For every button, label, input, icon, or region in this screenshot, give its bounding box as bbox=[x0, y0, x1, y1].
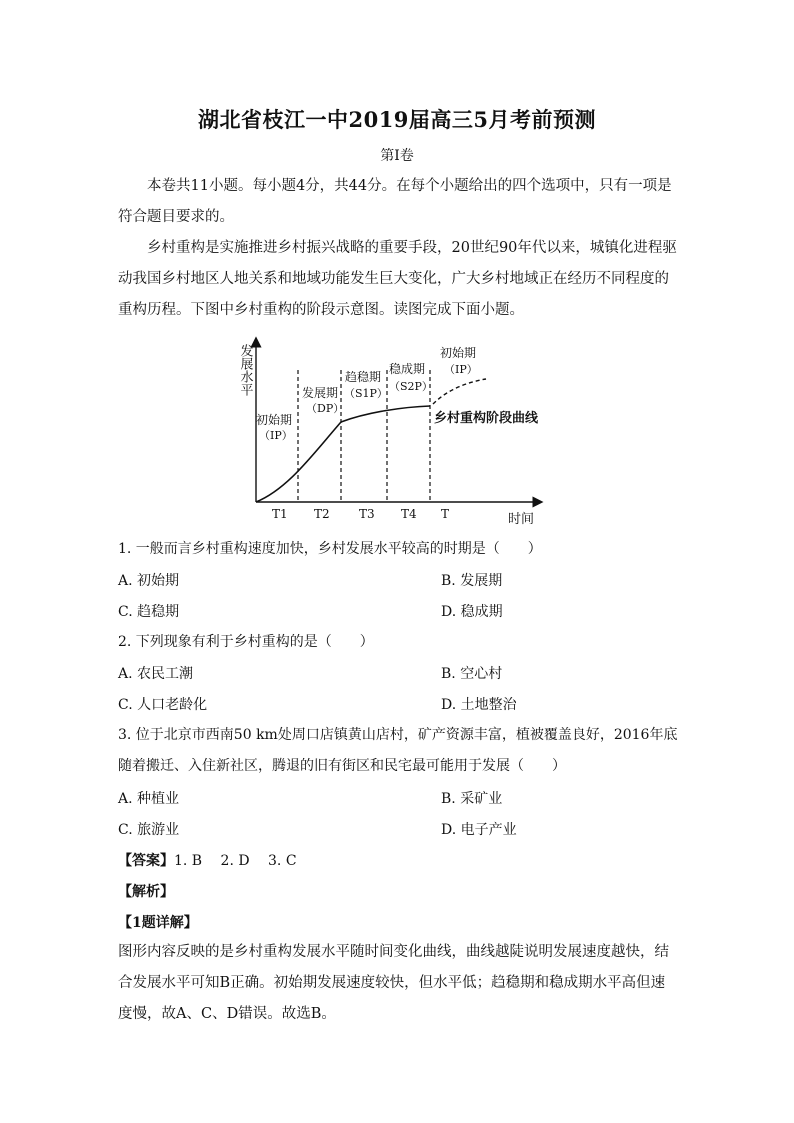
stage-1-code: （IP） bbox=[259, 429, 293, 442]
stage-5-code: （IP） bbox=[444, 363, 478, 376]
q2-option-c[interactable]: C. 人口老龄化 bbox=[118, 697, 208, 713]
stage-4-code: （S2P） bbox=[389, 380, 433, 393]
stage-3-name: 趋稳期 bbox=[345, 370, 382, 384]
x-tick-5: T bbox=[441, 507, 450, 521]
y-axis-label: 发展水平 bbox=[237, 344, 253, 396]
q1-option-d[interactable]: D. 稳成期 bbox=[441, 604, 503, 620]
rural-restructuring-chart bbox=[228, 334, 558, 529]
q1-option-a[interactable]: A. 初始期 bbox=[118, 573, 180, 589]
question-3-stem: 3. 位于北京市西南50 km处周口店镇黄山店村，矿产资源丰富，植被覆盖良好，2016年底随着搬迁、入住新社区，腾退的旧有街区和民宅最可能用于发展（ ） bbox=[118, 727, 678, 774]
stage-3-code: （S1P） bbox=[344, 387, 388, 400]
stage-5-name: 初始期 bbox=[440, 346, 477, 360]
x-tick-4: T4 bbox=[401, 507, 417, 521]
q2-option-b[interactable]: B. 空心村 bbox=[441, 666, 503, 682]
next-stage-curve bbox=[433, 379, 486, 404]
answer-text: 1. B 2. D 3. C bbox=[174, 853, 297, 869]
answer-label: 【答案】 bbox=[118, 853, 174, 869]
intro-paragraph: 本卷共11小题。每小题4分，共44分。在每个小题给出的四个选项中，只有一项是符合题目要求的。 bbox=[118, 178, 672, 225]
curve-label: 乡村重构阶段曲线 bbox=[434, 411, 539, 426]
q2-option-a[interactable]: A. 农民工潮 bbox=[118, 666, 194, 682]
q3-option-d[interactable]: D. 电子产业 bbox=[441, 822, 517, 838]
x-tick-1: T1 bbox=[272, 507, 288, 521]
section-title: 第Ⅰ卷 bbox=[380, 148, 414, 164]
stage-2-code: （DP） bbox=[306, 402, 345, 415]
passage-paragraph: 乡村重构是实施推进乡村振兴战略的重要手段，20世纪90年代以来，城镇化进程驱动我国乡村地区人地关系和地域功能发生巨大变化，广大乡村地域正在经历不同程度的重构历程。下图中乡村重构的阶段示意图。读图完成下面小题。 bbox=[118, 240, 677, 318]
x-tick-3: T3 bbox=[359, 507, 375, 521]
question-2-stem: 2. 下列现象有利于乡村重构的是（ ） bbox=[118, 634, 374, 650]
stage-1-name: 初始期 bbox=[256, 413, 293, 427]
q3-option-b[interactable]: B. 采矿业 bbox=[441, 791, 503, 807]
q1-detail-label: 【1题详解】 bbox=[118, 915, 198, 931]
x-tick-2: T2 bbox=[314, 507, 330, 521]
q1-option-b[interactable]: B. 发展期 bbox=[441, 573, 503, 589]
x-axis-label: 时间 bbox=[508, 512, 535, 527]
question-1-stem: 1. 一般而言乡村重构速度加快，乡村发展水平较高的时期是（ ） bbox=[118, 541, 542, 557]
answer-line bbox=[118, 851, 297, 871]
q3-option-c[interactable]: C. 旅游业 bbox=[118, 822, 180, 838]
stage-2-name: 发展期 bbox=[302, 386, 339, 400]
stage-4-name: 稳成期 bbox=[389, 362, 426, 376]
q1-detail-text: 图形内容反映的是乡村重构发展水平随时间变化曲线，曲线越陡说明发展速度越快，结合发展水平可知B正确。初始期发展速度较快，但水平低；趋稳期和稳成期水平高但速度慢，故A、C、D错误。故选B。 bbox=[118, 944, 669, 1022]
q1-option-c[interactable]: C. 趋稳期 bbox=[118, 604, 180, 620]
analysis-label: 【解析】 bbox=[118, 884, 174, 900]
q2-option-d[interactable]: D. 土地整治 bbox=[441, 697, 517, 713]
q3-option-a[interactable]: A. 种植业 bbox=[118, 791, 180, 807]
document-title: 湖北省枝江一中2019届高三5月考前预测 bbox=[197, 107, 597, 132]
